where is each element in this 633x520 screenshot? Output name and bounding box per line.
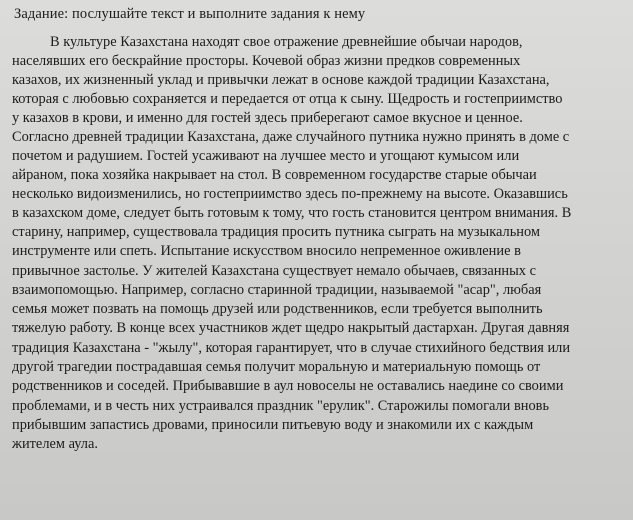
text-line: традиция Казахстана - "жылу", которая гарантирует, что в случае стихийного бедствия или (12, 340, 571, 356)
text-line: родственников и соседей. Прибывавшие в аул новоселы не оставались наедине со своими (12, 378, 564, 394)
text-line: несколько видоизменились, но гостеприимство здесь по-прежнему на высоте. Оказавшись (12, 186, 568, 202)
text-line: жителем аула. (12, 436, 98, 452)
text-line: прибывшим запастись дровами, приносили питьевую воду и знакомили их с каждым (12, 417, 534, 433)
assignment-heading: Задание: послушайте текст и выполните задания к нему (14, 6, 366, 22)
text-line: взаимопомощью. Например, согласно старинной традиции, называемой "асар", любая (12, 282, 542, 298)
text-line: инструменте или спеть. Испытание искусством вносило непременное оживление в (12, 243, 521, 259)
text-line: почетом и радушием. Гостей усаживают на лучшее место и угощают кумысом или (12, 148, 520, 164)
text-line: казахов, их жизненный уклад и привычки лежат в основе каждой традиции Казахстана, (12, 72, 550, 88)
text-line: у казахов в крови, и именно для гостей здесь приберегают самое вкусное и ценное. (12, 110, 523, 126)
text-line: тяжелую работу. В конце всех участников ждет щедро накрытый дастархан. Другая давняя (12, 320, 570, 336)
text-line: айраном, пока хозяйка накрывает на стол. В современном государстве старые обычаи (12, 167, 537, 183)
text-line: привычное застолье. У жителей Казахстана существует немало обычаев, связанных с (12, 263, 536, 279)
text-line: проблемами, и в честь них устраивался праздник "ерулик". Старожилы помогали вновь (12, 398, 550, 414)
text-line: другой трагедии пострадавшая семья получит моральную и материальную помощь от (12, 359, 541, 375)
text-line: которая с любовью сохраняется и передается от отца к сыну. Щедрость и гостеприимство (12, 91, 563, 107)
text-line: семья может позвать на помощь друзей или родственников, если требуется выполнить (12, 301, 543, 317)
text-line: В культуре Казахстана находят свое отражение древнейшие обычаи народов, (50, 34, 523, 50)
text-line: старину, например, существовала традиция просить путника сыграть на музыкальном (12, 224, 540, 240)
text-line: Согласно древней традиции Казахстана, даже случайного путника нужно принять в доме с (12, 129, 570, 145)
text-line: в казахском доме, следует быть готовым к тому, что гость становится центром внимания. В (12, 205, 572, 221)
text-line: населявших его бескрайние просторы. Кочевой образ жизни предков современных (12, 53, 521, 69)
